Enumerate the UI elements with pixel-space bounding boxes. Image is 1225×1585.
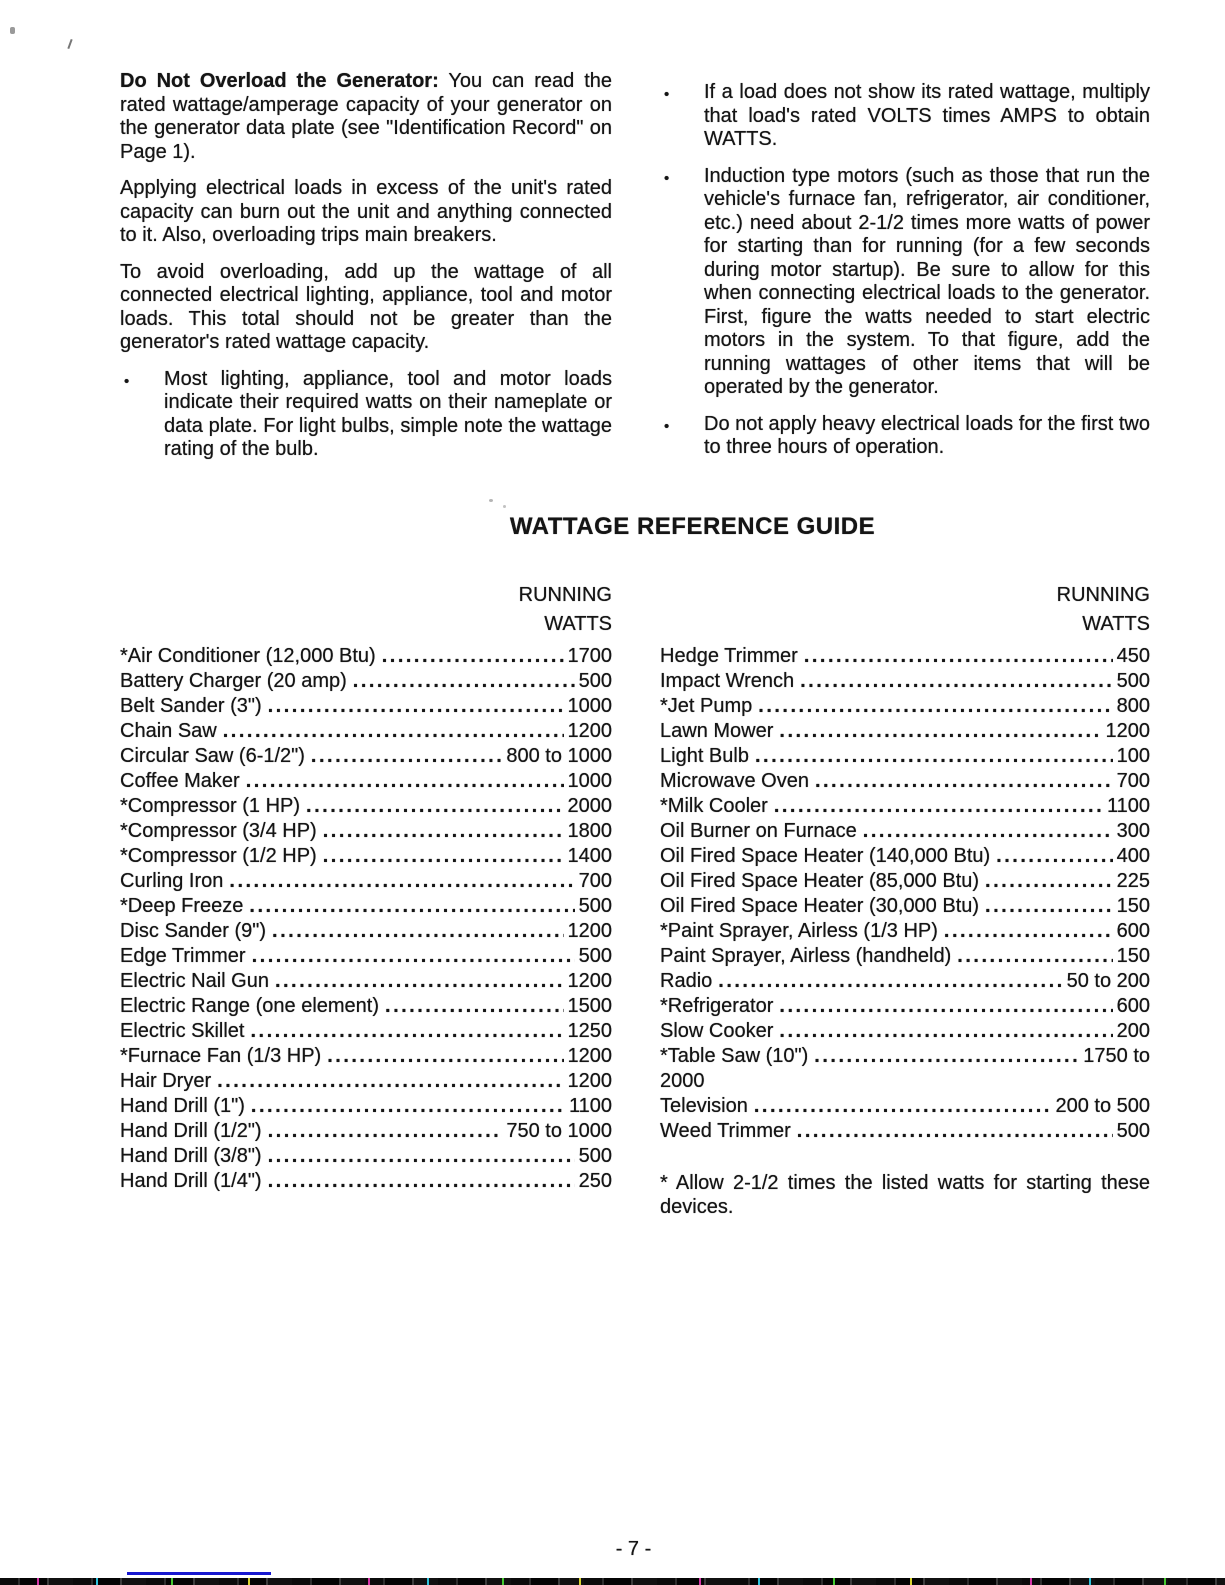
dot-leader	[774, 794, 1103, 819]
appliance-label: Edge Trimmer	[120, 944, 246, 967]
dot-leader	[996, 844, 1112, 869]
appliance-label: *Compressor (1 HP)	[120, 794, 301, 817]
wattage-row	[120, 769, 612, 794]
dot-leader	[251, 1094, 565, 1119]
wattage-row	[120, 1119, 612, 1144]
bullet-icon: •	[664, 417, 670, 435]
dot-leader	[815, 769, 1113, 794]
watts-value: 300	[1116, 819, 1150, 842]
watts-value: 1100	[568, 1094, 612, 1117]
bullet-item	[660, 81, 1150, 152]
wattage-row	[660, 819, 1150, 844]
wattage-row	[120, 744, 612, 769]
watts-value: 2000	[567, 794, 612, 817]
watts-value: 250	[578, 1169, 612, 1192]
appliance-label: Curling Iron	[120, 869, 224, 892]
wattage-row	[660, 644, 1150, 669]
watts-value: 1700	[567, 644, 612, 667]
wattage-list-left	[120, 644, 612, 1194]
wattage-row	[660, 919, 1150, 944]
watts-value: 700	[1116, 769, 1150, 792]
watts-value: 150	[1116, 944, 1150, 967]
wattage-guide-right-column	[660, 581, 1150, 1219]
dot-leader	[311, 744, 502, 769]
watts-value: 1200	[567, 1044, 612, 1067]
dot-leader	[754, 1094, 1052, 1119]
wattage-row	[660, 969, 1150, 994]
wattage-row	[660, 994, 1150, 1019]
watts-value: 200 to 500	[1055, 1094, 1150, 1117]
wattage-row	[660, 894, 1150, 919]
appliance-label: *Table Saw (10")	[660, 1044, 809, 1067]
appliance-label: Oil Fired Space Heater (85,000 Btu)	[660, 869, 980, 892]
appliance-label: *Deep Freeze	[120, 894, 244, 917]
watts-value: 1200	[567, 719, 612, 742]
wattage-row	[120, 694, 612, 719]
dot-leader	[382, 644, 564, 669]
bullet-icon: •	[664, 169, 670, 187]
dot-leader	[985, 869, 1113, 894]
watts-value: 200	[1116, 1019, 1150, 1042]
dot-leader	[250, 1019, 563, 1044]
appliance-label: Hedge Trimmer	[660, 644, 798, 667]
scan-speck	[489, 499, 493, 502]
paragraph-body-text: You can read the rated wattage/amperage capacity of your generator on the generator data plate (see "Identification Record" on Page 1).	[120, 70, 613, 163]
watts-value: 1200	[567, 969, 612, 992]
bullet-text: Most lighting, appliance, tool and motor loads indicate their required watts on their nameplate or data plate. For light bulbs, simple note the wattage rating of the bulb.	[164, 367, 612, 460]
header-watts: WATTS	[1082, 612, 1150, 635]
watts-value: 1250	[567, 1019, 612, 1042]
wattage-row	[120, 1044, 612, 1069]
appliance-label: Radio	[660, 969, 713, 992]
header-watts: WATTS	[544, 612, 612, 635]
dot-leader	[797, 1119, 1113, 1144]
appliance-label: Oil Fired Space Heater (140,000 Btu)	[660, 844, 991, 867]
paragraph-do-not-overload	[120, 70, 612, 164]
appliance-label: *Paint Sprayer, Airless (1/3 HP)	[660, 919, 938, 942]
wattage-row	[660, 769, 1150, 794]
watts-value: 600	[1116, 919, 1150, 942]
running-watts-header	[120, 581, 612, 639]
dot-leader	[718, 969, 1062, 994]
paragraph-lead-text: Do Not Overload the Generator:	[120, 70, 439, 92]
wattage-row	[120, 1069, 612, 1094]
wattage-list-right	[660, 644, 1150, 1144]
wattage-row	[120, 644, 612, 669]
appliance-label: 2000	[660, 1069, 705, 1092]
wattage-row	[120, 669, 612, 694]
watts-value: 1200	[567, 919, 612, 942]
wattage-guide-left-column	[120, 581, 612, 1219]
appliance-label: Electric Nail Gun	[120, 969, 269, 992]
appliance-label: Hand Drill (3/8")	[120, 1144, 262, 1167]
wattage-row	[660, 744, 1150, 769]
appliance-label: Light Bulb	[660, 744, 749, 767]
dot-leader	[985, 894, 1113, 919]
dot-leader	[268, 1169, 575, 1194]
watts-value: 750 to 1000	[506, 1119, 612, 1142]
dot-leader	[252, 944, 575, 969]
dot-leader	[755, 744, 1113, 769]
dot-leader	[323, 844, 564, 869]
wattage-row	[120, 1094, 612, 1119]
wattage-row	[660, 844, 1150, 869]
wattage-row	[120, 794, 612, 819]
appliance-label: Hand Drill (1/4")	[120, 1169, 262, 1192]
watts-value: 500	[578, 669, 612, 692]
wattage-row	[660, 1119, 1150, 1144]
appliance-label: *Milk Cooler	[660, 794, 768, 817]
wattage-row	[120, 944, 612, 969]
wattage-row	[120, 969, 612, 994]
page-number: - 7 -	[615, 1538, 652, 1560]
dot-leader	[800, 669, 1113, 694]
appliance-label: *Air Conditioner (12,000 Btu)	[120, 644, 376, 667]
appliance-label: Hair Dryer	[120, 1069, 212, 1092]
watts-value: 100	[1116, 744, 1150, 767]
intro-section	[0, 0, 1225, 475]
appliance-label: Lawn Mower	[660, 719, 774, 742]
watts-value: 1000	[567, 769, 612, 792]
watts-value: 600	[1116, 994, 1150, 1017]
dot-leader	[246, 769, 564, 794]
header-running: RUNNING	[518, 583, 612, 606]
intro-left-column	[120, 70, 612, 475]
watts-value: 500	[1116, 1119, 1150, 1142]
appliance-label: *Compressor (1/2 HP)	[120, 844, 317, 867]
appliance-label: Coffee Maker	[120, 769, 240, 792]
appliance-label: Weed Trimmer	[660, 1119, 791, 1142]
dot-leader	[814, 1044, 1079, 1069]
wattage-row	[660, 944, 1150, 969]
bullet-text: If a load does not show its rated wattage, multiply that load's rated VOLTS times AMPS to obtain WATTS.	[704, 81, 1150, 150]
watts-value: 1200	[567, 1069, 612, 1092]
watts-value: 500	[1116, 669, 1150, 692]
dot-leader	[779, 719, 1101, 744]
dot-leader	[268, 694, 564, 719]
wattage-row	[120, 819, 612, 844]
appliance-label: Chain Saw	[120, 719, 217, 742]
dot-leader	[353, 669, 575, 694]
appliance-label: Hand Drill (1/2")	[120, 1119, 262, 1142]
dot-leader	[272, 919, 563, 944]
dot-leader	[758, 694, 1112, 719]
appliance-label: *Compressor (3/4 HP)	[120, 819, 317, 842]
bullet-text: Induction type motors (such as those that run the vehicle's furnace fan, refrigerator, air conditioner, etc.) need about 2-1/2 times more watts of power for starting than for running (for a few seconds during motor startup). Be sure to allow for this when connecting electrical loads to the generator. First, figure the watts needed to start electric motors in the system. To that figure, add the running wattages of other items that will be operated by the generator.	[704, 164, 1150, 398]
watts-value: 1200	[1105, 719, 1150, 742]
wattage-row	[120, 994, 612, 1019]
dot-leader	[385, 994, 563, 1019]
watts-value: 800	[1116, 694, 1150, 717]
appliance-label: Belt Sander (3")	[120, 694, 262, 717]
watts-value: 700	[578, 869, 612, 892]
watts-value: 150	[1116, 894, 1150, 917]
watts-value: 400	[1116, 844, 1150, 867]
appliance-label: Disc Sander (9")	[120, 919, 267, 942]
wattage-row	[120, 1169, 612, 1194]
watts-value: 1800	[567, 819, 612, 842]
paragraph-avoid-overloading: To avoid overloading, add up the wattage of all connected electrical lighting, appliance, tool and motor loads. This total should not be greater than the generator's rated wattage capacity.	[120, 260, 612, 353]
dot-leader	[268, 1119, 503, 1144]
appliance-label: Paint Sprayer, Airless (handheld)	[660, 944, 952, 967]
appliance-label: Oil Burner on Furnace	[660, 819, 857, 842]
bullet-item	[660, 165, 1150, 400]
wattage-row	[660, 669, 1150, 694]
watts-value: 1750 to	[1083, 1044, 1150, 1067]
scan-edge-noise-band	[0, 1578, 1225, 1585]
appliance-label: Battery Charger (20 amp)	[120, 669, 347, 692]
wattage-guide-table	[0, 581, 1225, 1219]
watts-value: 225	[1116, 869, 1150, 892]
wattage-row	[120, 919, 612, 944]
wattage-row	[120, 869, 612, 894]
dot-leader	[323, 819, 564, 844]
bullet-text: Do not apply heavy electrical loads for the first two to three hours of operation.	[704, 412, 1150, 458]
dot-leader	[327, 1044, 563, 1069]
dot-leader	[957, 944, 1112, 969]
watts-value: 1400	[567, 844, 612, 867]
watts-value: 1500	[567, 994, 612, 1017]
wattage-row	[120, 1019, 612, 1044]
appliance-label: Electric Skillet	[120, 1019, 245, 1042]
bullet-icon: •	[124, 372, 130, 390]
dot-leader	[863, 819, 1113, 844]
watts-value: 500	[578, 1144, 612, 1167]
watts-value: 500	[578, 944, 612, 967]
watts-value: 450	[1116, 644, 1150, 667]
dot-leader	[306, 794, 563, 819]
wattage-row	[120, 1144, 612, 1169]
dot-leader	[779, 994, 1112, 1019]
watts-value: 500	[578, 894, 612, 917]
appliance-label: Slow Cooker	[660, 1019, 774, 1042]
wattage-row	[660, 1094, 1150, 1119]
dot-leader	[223, 719, 564, 744]
wattage-row	[660, 1069, 1150, 1094]
wattage-row	[660, 694, 1150, 719]
appliance-label: Microwave Oven	[660, 769, 809, 792]
blue-underline-rule	[127, 1572, 271, 1575]
wattage-row	[660, 794, 1150, 819]
appliance-label: *Jet Pump	[660, 694, 753, 717]
paragraph-applying-loads: Applying electrical loads in excess of the unit's rated capacity can burn out the unit and anything connected to it. Also, overloading trips main breakers.	[120, 177, 612, 246]
dot-leader	[275, 969, 564, 994]
watts-value: 800 to 1000	[506, 744, 612, 767]
dot-leader	[804, 644, 1113, 669]
dot-leader	[229, 869, 574, 894]
bullet-icon: •	[664, 86, 670, 103]
watts-value: 1000	[567, 694, 612, 717]
dot-leader	[779, 1019, 1112, 1044]
wattage-row	[660, 869, 1150, 894]
wattage-row	[660, 719, 1150, 744]
header-running: RUNNING	[1056, 583, 1150, 606]
bullet-item	[660, 413, 1150, 460]
dot-leader	[944, 919, 1113, 944]
appliance-label: Impact Wrench	[660, 669, 795, 692]
watts-value: 50 to 200	[1066, 969, 1150, 992]
wattage-guide-title: WATTAGE REFERENCE GUIDE	[509, 512, 876, 540]
watts-value: 1100	[1106, 794, 1150, 817]
starting-watts-footnote: * Allow 2-1/2 times the listed watts for starting these devices.	[660, 1171, 1150, 1218]
appliance-label: Electric Range (one element)	[120, 994, 380, 1017]
dot-leader	[249, 894, 574, 919]
appliance-label: Television	[660, 1094, 748, 1117]
appliance-label: *Furnace Fan (1/3 HP)	[120, 1044, 322, 1067]
running-watts-header	[660, 581, 1150, 639]
appliance-label: Oil Fired Space Heater (30,000 Btu)	[660, 894, 980, 917]
bullet-item	[120, 368, 612, 462]
dot-leader	[217, 1069, 563, 1094]
wattage-row	[660, 1044, 1150, 1069]
appliance-label: Hand Drill (1")	[120, 1094, 245, 1117]
dot-leader	[268, 1144, 575, 1169]
wattage-row	[120, 894, 612, 919]
wattage-row	[120, 719, 612, 744]
scan-speck	[10, 27, 15, 34]
intro-right-column	[660, 70, 1150, 475]
wattage-row	[120, 844, 612, 869]
wattage-row	[660, 1019, 1150, 1044]
appliance-label: Circular Saw (6-1/2")	[120, 744, 305, 767]
appliance-label: *Refrigerator	[660, 994, 774, 1017]
scan-speck	[503, 505, 506, 508]
